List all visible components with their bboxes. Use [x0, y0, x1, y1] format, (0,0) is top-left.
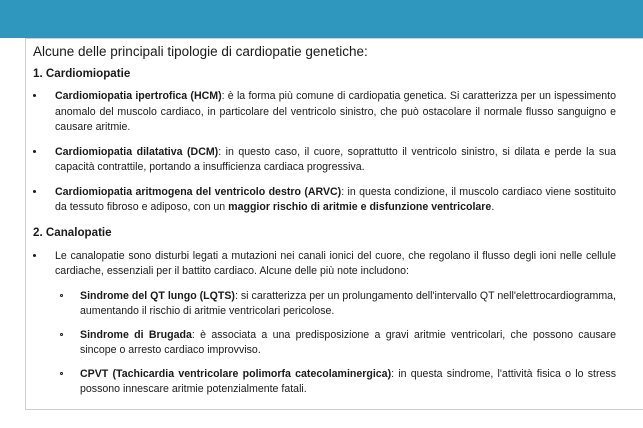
section-title-cardiomiopatie: 1. Cardiomiopatie: [33, 67, 131, 80]
header-bar: [0, 0, 643, 38]
item-tail: .: [491, 201, 495, 213]
item-term: Cardiomiopatia ipertrofica (HCM): [55, 90, 222, 102]
intro-text: Alcune delle principali tipologie di cardiopatie genetiche:: [33, 44, 368, 59]
item-description: : è la forma più comune di cardiopatia genetica. Si caratterizza per un ispessimento anomalo del muscolo cardiaco, in particolare del ventricolo sinistro, che può ostacolare il normale flusso sanguigno e causare aritmie.: [55, 90, 616, 133]
list-item: [33, 185, 616, 216]
item-term: Cardiomiopatia dilatativa (DCM): [55, 145, 219, 158]
hollow-bullet-icon: [60, 333, 63, 336]
document-body: [33, 43, 616, 406]
hollow-bullet-icon: [60, 294, 63, 297]
bullet-icon: [33, 190, 36, 193]
list-item: [33, 249, 616, 280]
item-text: [55, 145, 616, 176]
item-term: Sindrome del QT lungo (LQTS): [80, 289, 235, 302]
item-text: [80, 367, 616, 398]
list-item: [33, 145, 616, 176]
bullet-icon: [33, 254, 36, 257]
item-term: Cardiomiopatia aritmogena del ventricolo destro (ARVC): [55, 185, 342, 198]
section-title-canalopatie: 2. Canalopatie: [33, 225, 112, 239]
item-description: : si caratterizza per un prolungamento dell'intervallo QT nell'elettrocardiogramma, aumentando il rischio di aritmie ventricolari pericolose.: [80, 289, 616, 317]
item-description: : in questa sindrome, l'attività fisica o lo stress possono innescare aritmie potenzialmente fatali.: [80, 367, 616, 395]
sub-list-item: [33, 289, 616, 320]
item-term: CPVT (Tachicardia ventricolare polimorfa catecolaminergica): [80, 367, 392, 380]
list-item: [33, 89, 616, 136]
item-description: : in questa condizione, il muscolo cardiaco viene sostituito da tessuto fibroso e adiposo, con un: [55, 185, 616, 213]
sub-list-item: [33, 328, 616, 359]
item-text: [80, 289, 616, 320]
hollow-bullet-icon: [60, 372, 63, 375]
item-emphasis: maggior rischio di aritmie e disfunzione ventricolare: [228, 201, 492, 213]
item-text: [55, 185, 616, 216]
item-description: : in questo caso, il cuore, soprattutto il ventricolo sinistro, si dilata e perde la sua capacità contrattile, portando a insufficienza cardiaca progressiva.: [55, 145, 616, 173]
item-text: [55, 89, 616, 136]
sub-list-item: [33, 367, 616, 398]
content-card: [25, 38, 643, 410]
item-term: Sindrome di Brugada: [80, 328, 192, 341]
item-description: : è associata a una predisposizione a gravi aritmie ventricolari, che possono causare sincope o arresto cardiaco improvviso.: [80, 328, 616, 356]
item-text: [80, 328, 616, 359]
bullet-icon: [33, 94, 36, 97]
bullet-icon: [33, 150, 36, 153]
item-text: Le canalopatie sono disturbi legati a mutazioni nei canali ionici del cuore, che regolano il flusso degli ioni nelle cellule cardiache, essenziali per il battito cardiaco. Alcune delle più note includono:: [55, 249, 616, 277]
